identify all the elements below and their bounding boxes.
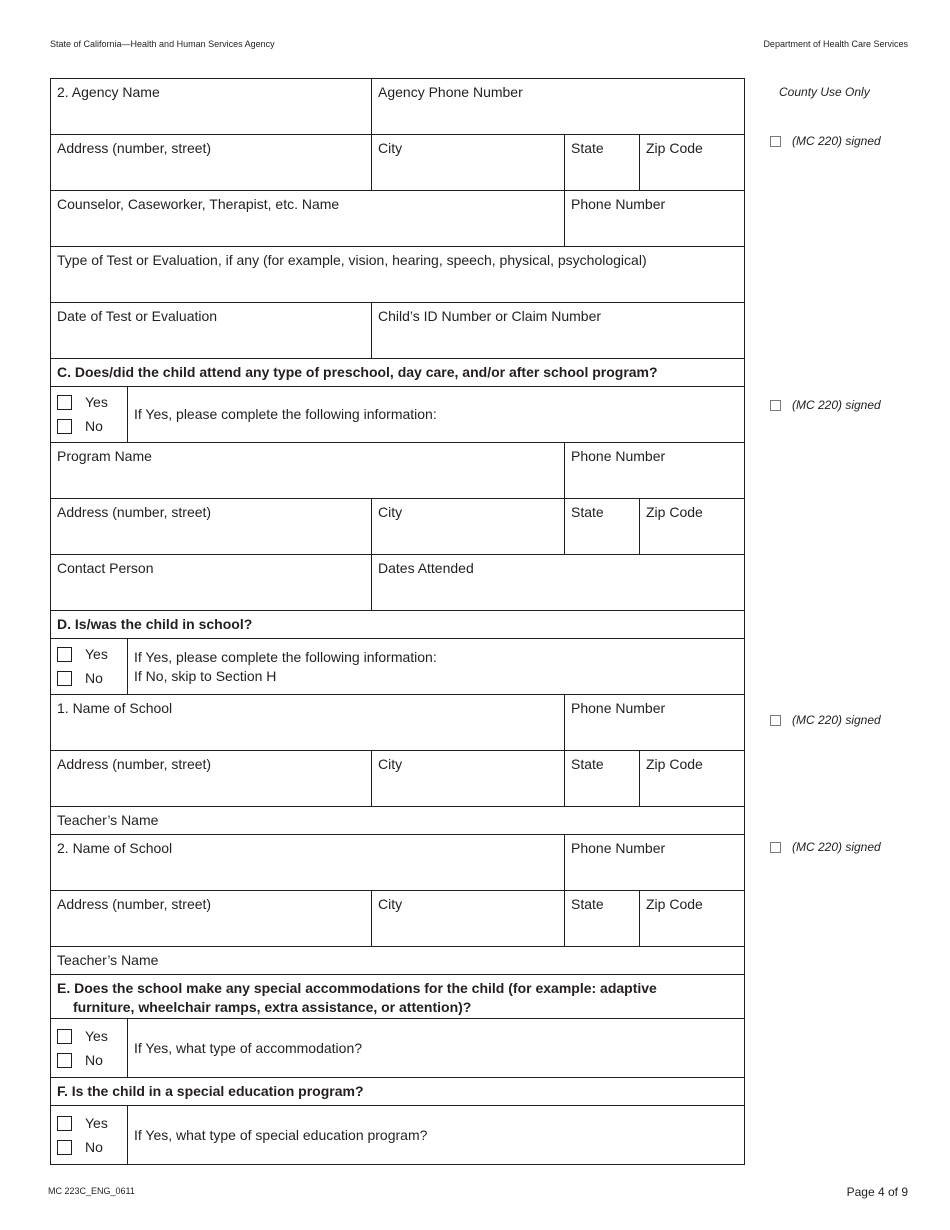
school1-teacher-row: [51, 807, 744, 835]
school2-phone-field[interactable]: Phone Number: [571, 840, 666, 856]
county-signed-checkbox-1[interactable]: [770, 136, 781, 147]
county-signed-2: [770, 398, 881, 412]
county-signed-1: [770, 134, 881, 148]
no-label: No: [85, 1052, 103, 1068]
program-state-field[interactable]: State: [565, 499, 640, 554]
yes-label: Yes: [85, 646, 108, 662]
county-signed-checkbox-3[interactable]: [770, 715, 781, 726]
school2-name-field[interactable]: 2. Name of School: [51, 835, 565, 890]
yes-label: Yes: [85, 1115, 108, 1131]
school2-address-field[interactable]: Address (number, street): [51, 891, 372, 946]
section-d-answer-row: [51, 639, 744, 695]
school1-name-field[interactable]: 1. Name of School: [51, 695, 565, 750]
agency-zip-field[interactable]: Zip Code: [646, 140, 703, 156]
agency-name-field[interactable]: 2. Agency Name: [51, 79, 372, 134]
program-phone-field[interactable]: Phone Number: [571, 448, 666, 464]
agency-state-field[interactable]: State: [565, 135, 640, 190]
county-signed-4: [770, 840, 881, 854]
dates-attended-field[interactable]: Dates Attended: [378, 560, 474, 576]
page-number: Page 4 of 9: [846, 1185, 908, 1199]
school1-address-field[interactable]: Address (number, street): [51, 751, 372, 806]
section-e-followup-field[interactable]: [128, 1019, 744, 1077]
school2-teacher-row: [51, 947, 744, 975]
form-table: [50, 78, 745, 1165]
section-d-yes-no: [51, 639, 128, 694]
school1-row: [51, 695, 744, 751]
form-code: MC 223C_ENG_0611: [48, 1186, 135, 1196]
section-f-yes-checkbox[interactable]: [57, 1116, 72, 1131]
section-c-yes-no: [51, 387, 128, 442]
school1-phone-field[interactable]: Phone Number: [571, 700, 666, 716]
section-e-question-line1: E. Does the school make any special accommodations for the child (for example: adaptive: [57, 980, 657, 996]
section-e-yes-no: [51, 1019, 128, 1077]
instruction-text: If Yes, please complete the following information:: [134, 406, 437, 422]
county-signed-checkbox-4[interactable]: [770, 842, 781, 853]
section-d-question-row: [51, 611, 744, 639]
agency-address-field[interactable]: Address (number, street): [51, 135, 372, 190]
section-e-no-checkbox[interactable]: [57, 1053, 72, 1068]
county-signed-3: [770, 713, 881, 727]
section-c-question: C. Does/did the child attend any type of preschool, day care, and/or after school program?: [57, 364, 658, 380]
school2-state-field[interactable]: State: [565, 891, 640, 946]
section-e-answer-row: [51, 1019, 744, 1078]
section-f-yes-no: [51, 1106, 128, 1164]
agency-phone-field[interactable]: Agency Phone Number: [378, 84, 523, 100]
test-date-field[interactable]: Date of Test or Evaluation: [51, 303, 372, 358]
section-c-yes-checkbox[interactable]: [57, 395, 72, 410]
test-type-field[interactable]: Type of Test or Evaluation, if any (for example, vision, hearing, speech, physical, psychological): [57, 252, 647, 268]
section-f-answer-row: [51, 1106, 744, 1165]
school1-state-field[interactable]: State: [565, 751, 640, 806]
section-f-question-row: [51, 1078, 744, 1106]
test-date-row: [51, 303, 744, 359]
agency-city-field[interactable]: City: [372, 135, 565, 190]
school2-address-row: [51, 891, 744, 947]
counselor-phone-field[interactable]: Phone Number: [571, 196, 666, 212]
contact-row: [51, 555, 744, 611]
agency-address-row: [51, 135, 744, 191]
school2-row: [51, 835, 744, 891]
section-c-answer-row: [51, 387, 744, 443]
program-address-field[interactable]: Address (number, street): [51, 499, 372, 554]
program-row: [51, 443, 744, 499]
section-e-question-line2: furniture, wheelchair ramps, extra assistance, or attention)?: [73, 999, 472, 1015]
child-id-field[interactable]: Child’s ID Number or Claim Number: [378, 308, 602, 324]
header-department: Department of Health Care Services: [763, 39, 908, 49]
school2-zip-field[interactable]: Zip Code: [646, 896, 703, 912]
no-label: No: [85, 1139, 103, 1155]
instruction-no-text: If No, skip to Section H: [134, 667, 277, 684]
section-e-question: [51, 975, 744, 1018]
agency-row: [51, 79, 744, 135]
no-label: No: [85, 670, 103, 686]
section-c-question-row: [51, 359, 744, 387]
counselor-name-field[interactable]: Counselor, Caseworker, Therapist, etc. Name: [51, 191, 565, 246]
section-f-followup-field[interactable]: [128, 1106, 744, 1164]
program-zip-field[interactable]: Zip Code: [646, 504, 703, 520]
program-city-field[interactable]: City: [372, 499, 565, 554]
signed-label: (MC 220) signed: [792, 840, 881, 854]
section-d-yes-checkbox[interactable]: [57, 647, 72, 662]
test-type-row: [51, 247, 744, 303]
school1-address-row: [51, 751, 744, 807]
yes-label: Yes: [85, 1028, 108, 1044]
program-name-field[interactable]: Program Name: [51, 443, 565, 498]
county-signed-checkbox-2[interactable]: [770, 400, 781, 411]
yes-label: Yes: [85, 394, 108, 410]
header-agency: State of California—Health and Human Services Agency: [50, 39, 275, 49]
contact-person-field[interactable]: Contact Person: [51, 555, 372, 610]
signed-label: (MC 220) signed: [792, 398, 881, 412]
instruction-yes-text: If Yes, please complete the following information:: [134, 648, 437, 665]
school2-city-field[interactable]: City: [372, 891, 565, 946]
school1-teacher-field[interactable]: Teacher’s Name: [57, 812, 159, 828]
school1-zip-field[interactable]: Zip Code: [646, 756, 703, 772]
section-d-instruction: [128, 639, 744, 694]
school2-teacher-field[interactable]: Teacher’s Name: [57, 952, 159, 968]
signed-label: (MC 220) signed: [792, 713, 881, 727]
section-d-question: D. Is/was the child in school?: [57, 616, 253, 632]
section-f-question: F. Is the child in a special education program?: [57, 1083, 364, 1099]
section-d-no-checkbox[interactable]: [57, 671, 72, 686]
counselor-row: [51, 191, 744, 247]
section-c-no-checkbox[interactable]: [57, 419, 72, 434]
followup-text: If Yes, what type of accommodation?: [134, 1039, 363, 1056]
no-label: No: [85, 418, 103, 434]
school1-city-field[interactable]: City: [372, 751, 565, 806]
program-address-row: [51, 499, 744, 555]
section-f-no-checkbox[interactable]: [57, 1140, 72, 1155]
signed-label: (MC 220) signed: [792, 134, 881, 148]
section-c-instruction: [128, 387, 744, 442]
section-e-question-row: [51, 975, 744, 1019]
section-e-yes-checkbox[interactable]: [57, 1029, 72, 1044]
county-use-title: County Use Only: [779, 85, 870, 99]
followup-text: If Yes, what type of special education program?: [134, 1126, 428, 1143]
